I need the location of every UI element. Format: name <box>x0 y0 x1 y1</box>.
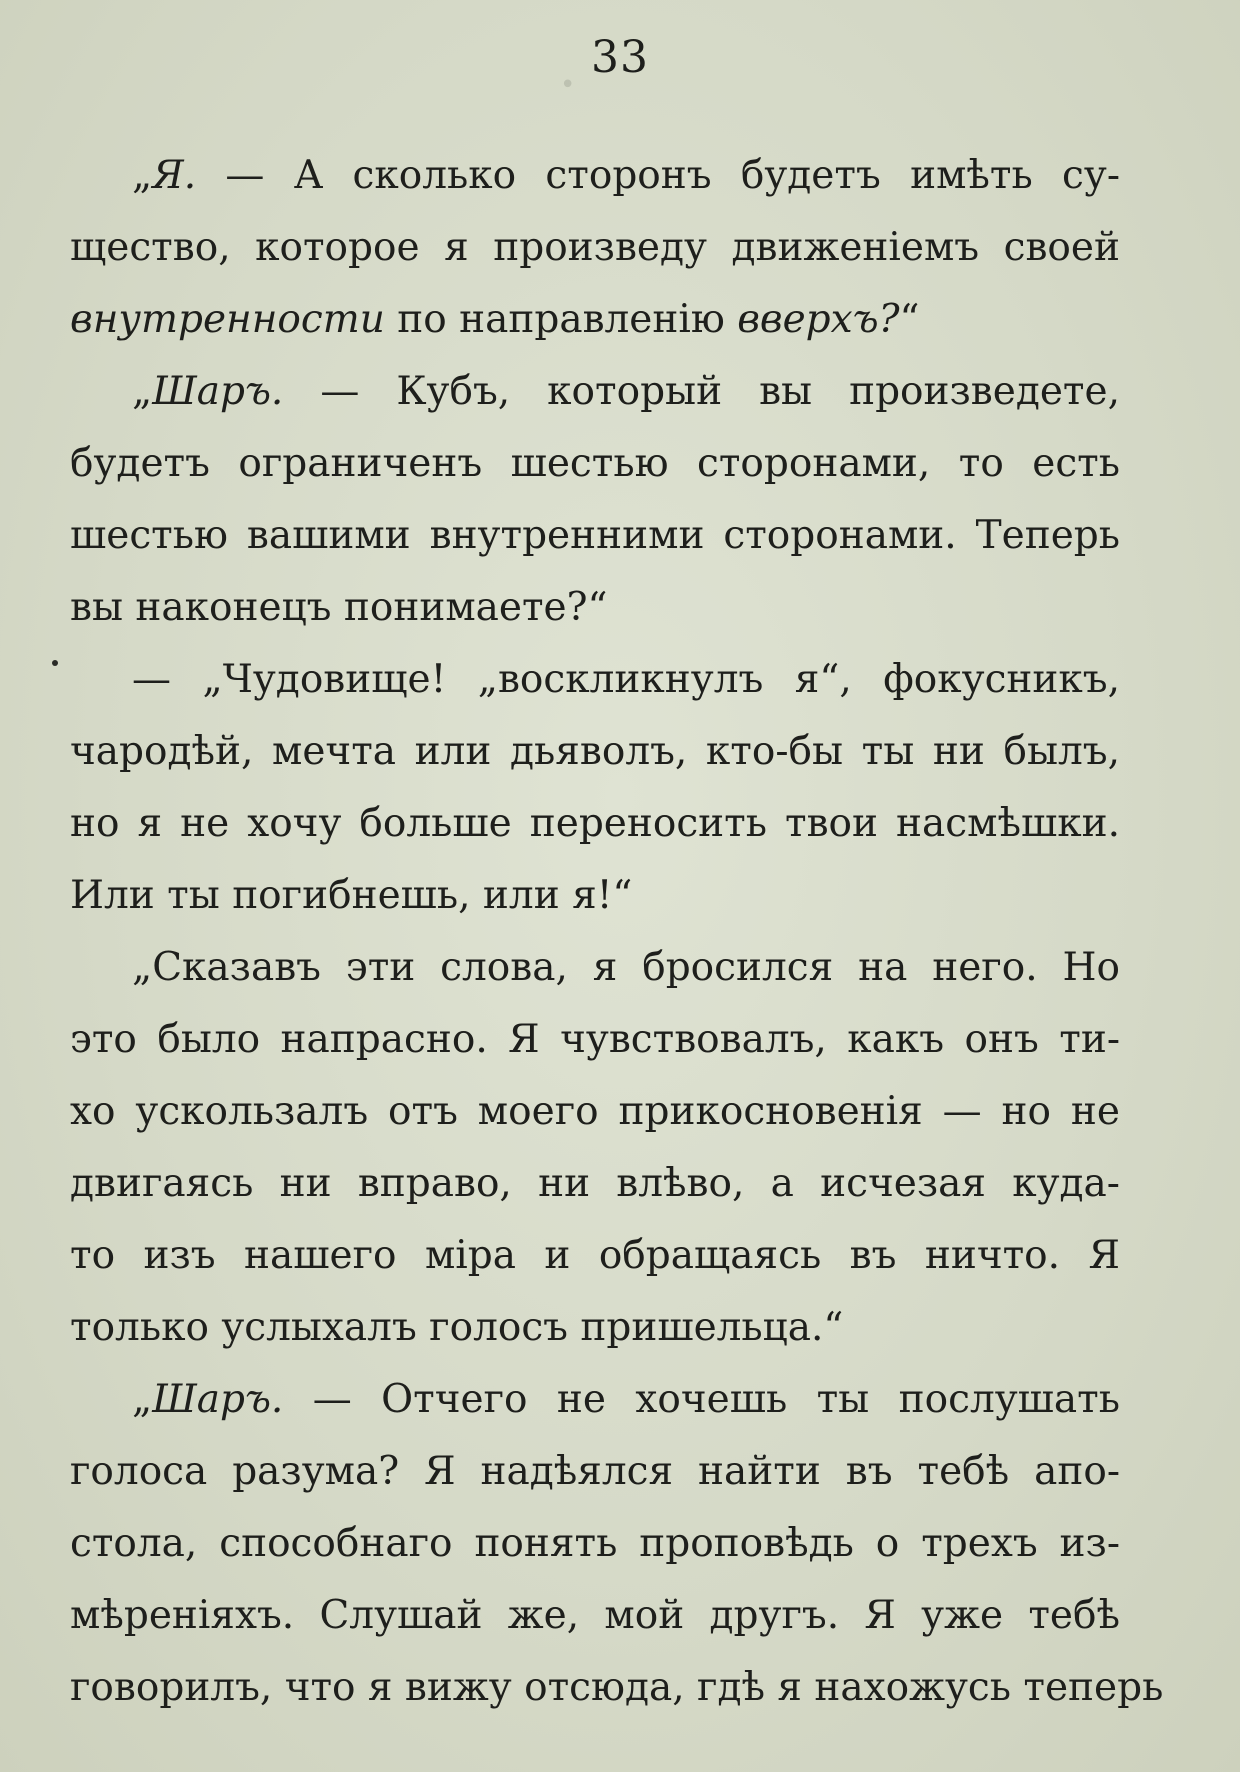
text-line: стола, способнаго понять проповѣдь о трехъ из- <box>70 1521 1120 1566</box>
body-text <box>70 140 1164 1724</box>
text-line: шестью вашими внутренними сторонами. Теперь <box>70 513 1120 558</box>
text-line: мѣреніяхъ. Слушай же, мой другъ. Я уже тебѣ <box>70 1593 1120 1638</box>
show-through-ink: • <box>560 70 576 100</box>
text-line: внутренности по направленію вверхъ?“ <box>70 297 920 342</box>
text-line: чародѣй, мечта или дьяволъ, кто-бы ты ни былъ, <box>70 729 1120 774</box>
text-line: будетъ ограниченъ шестью сторонами, то есть <box>70 441 1120 486</box>
text-line: вы наконецъ понимаете?“ <box>70 585 608 630</box>
text-line: щество, которое я произведу движеніемъ своей <box>70 225 1120 270</box>
text-line: говорилъ, что я вижу отсюда, гдѣ я нахожусь теперь <box>70 1665 1164 1710</box>
text-line: хо ускользалъ отъ моего прикосновенія — но не <box>70 1089 1120 1134</box>
margin-ink-dot <box>52 660 58 666</box>
text-line: „Шаръ. — Кубъ, который вы произведете, <box>132 369 1120 414</box>
text-line: Или ты погибнешь, или я!“ <box>70 873 633 918</box>
text-line: — „Чудовище! „воскликнулъ я“, фокусникъ, <box>132 657 1120 702</box>
text-line: „Я. — А сколько сторонъ будетъ имѣть су- <box>132 153 1120 198</box>
text-line: „Сказавъ эти слова, я бросился на него. Но <box>132 945 1120 990</box>
text-line: но я не хочу больше переносить твои насмѣшки. <box>70 801 1120 846</box>
text-line: то изъ нашего міра и обращаясь въ ничто. Я <box>70 1233 1120 1278</box>
text-line: это было напрасно. Я чувствовалъ, какъ онъ ти- <box>70 1017 1120 1062</box>
text-line: двигаясь ни вправо, ни влѣво, а исчезая куда- <box>70 1161 1120 1206</box>
text-line: „Шаръ. — Отчего не хочешь ты послушать <box>132 1377 1120 1422</box>
page-number: 33 <box>591 32 649 83</box>
text-line: голоса разума? Я надѣялся найти въ тебѣ апо- <box>70 1449 1120 1494</box>
text-line: только услыхалъ голосъ пришельца.“ <box>70 1305 844 1350</box>
